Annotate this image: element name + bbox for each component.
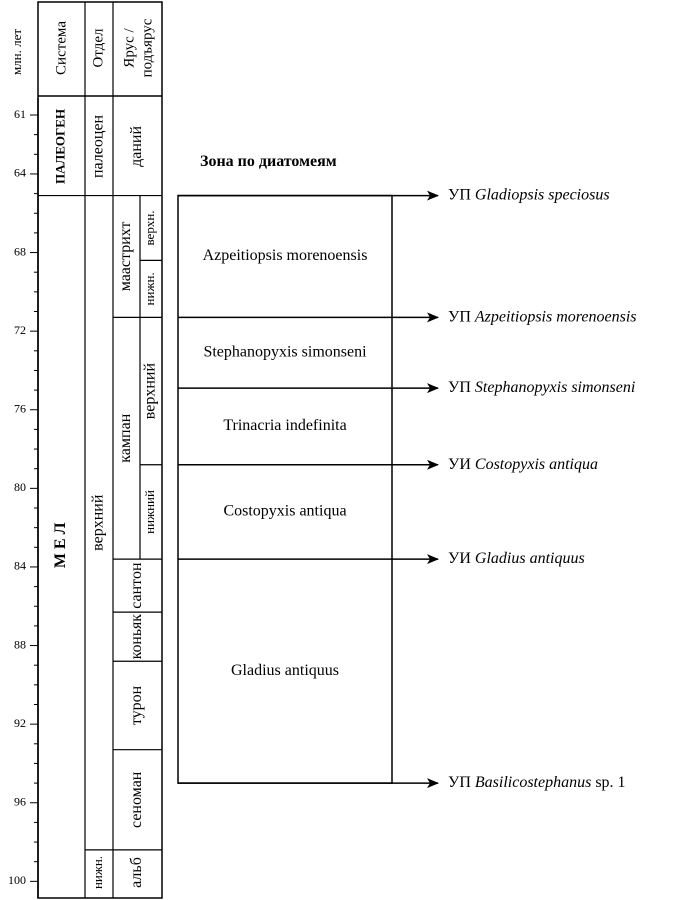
substage-label: нижн.	[141, 272, 157, 306]
age-axis	[8, 98, 38, 898]
stage-label: даний	[128, 125, 146, 167]
event-suffix: sp. 1	[591, 773, 626, 791]
event-prefix: УИ	[448, 549, 475, 567]
age-tick-label: 61	[14, 106, 26, 121]
age-tick-label: 84	[14, 558, 26, 573]
event-label	[448, 550, 585, 567]
stage-label: маастрихт	[117, 221, 135, 292]
stage-label: альб	[128, 857, 146, 888]
system-label: ПАЛЕОГЕН	[52, 108, 68, 184]
event-label	[448, 379, 635, 396]
diatom-event-arrows	[178, 186, 637, 791]
age-tick-label: 88	[14, 637, 26, 652]
diatom-zone-title: Зона по диатомеям	[200, 153, 337, 170]
stage-label: коньяк	[128, 613, 146, 660]
diatom-zone-label: Stephanopyxis simonseni	[203, 343, 367, 361]
series-label: нижн.	[89, 855, 105, 890]
age-tick-label: 96	[14, 794, 26, 809]
stage-label: турон	[128, 685, 146, 726]
system-label: М Е Л	[52, 522, 70, 569]
event-label	[448, 186, 610, 203]
age-tick-label: 72	[14, 322, 26, 337]
stage-label: кампан	[117, 413, 135, 463]
event-taxon: Stephanopyxis simonseni	[474, 378, 636, 396]
event-prefix: УП	[448, 378, 475, 396]
diatom-zone-label: Trinacria indefinita	[223, 417, 347, 435]
age-tick-label: 64	[14, 165, 26, 180]
event-taxon: Gladius antiquus	[474, 549, 585, 567]
substage-label: нижний	[141, 490, 157, 534]
diatom-zone-label: Costopyxis antiqua	[223, 502, 347, 520]
age-tick-label: 80	[14, 480, 26, 495]
series-label: верхний	[89, 494, 107, 551]
stage-label: сеноман	[128, 771, 146, 828]
series-label: палеоцен	[89, 114, 107, 179]
event-label	[448, 774, 626, 791]
event-prefix: УИ	[448, 455, 475, 473]
age-tick-label: 92	[14, 715, 26, 730]
series-header: Отдел	[90, 28, 107, 68]
diatom-zone-label: Azpeitiopsis morenoensis	[202, 247, 368, 265]
diatom-zone-column	[178, 196, 392, 784]
age-tick-label: 100	[8, 873, 26, 888]
age-tick-label: 68	[14, 244, 26, 259]
event-taxon: Basilicostephanus	[474, 773, 592, 791]
diatom-zone-label: Gladius antiquus	[231, 661, 339, 679]
event-prefix: УП	[448, 308, 475, 326]
event-prefix: УП	[448, 773, 475, 791]
event-label	[448, 308, 637, 325]
event-taxon: Costopyxis antiqua	[474, 455, 598, 473]
substage-label: верхн.	[141, 210, 157, 246]
stage-label: сантон	[128, 562, 146, 609]
zone-column-frame	[178, 196, 392, 784]
stage-header-line2: подъярус	[139, 18, 156, 78]
event-label	[448, 455, 598, 472]
stage-header-line1: Ярус /	[121, 28, 138, 68]
substage-label: верхний	[141, 362, 159, 420]
stratigraphic-columns	[38, 2, 162, 898]
event-taxon: Azpeitiopsis morenoensis	[474, 308, 637, 326]
age-tick-label: 76	[14, 401, 26, 416]
age-axis-header: млн. лет	[8, 28, 24, 76]
system-header: Система	[53, 21, 70, 75]
event-taxon: Gladiopsis speciosus	[474, 186, 610, 204]
event-prefix: УП	[448, 186, 475, 204]
